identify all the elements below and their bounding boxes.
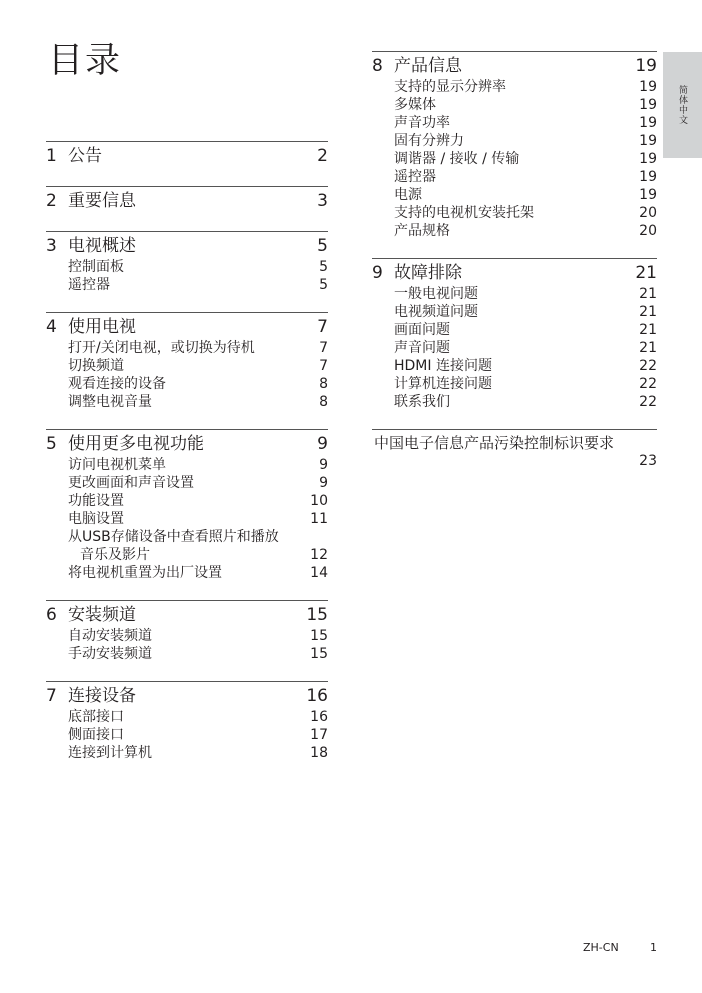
subentry-label: 控制面板 xyxy=(68,259,124,275)
subentry-page: 9 xyxy=(319,457,328,473)
toc-subentry[interactable] xyxy=(372,393,657,411)
chapter-number: 8 xyxy=(372,56,383,76)
subentry-page: 7 xyxy=(319,340,328,356)
subentry-page: 5 xyxy=(319,259,328,275)
subentry-page: 14 xyxy=(310,565,328,581)
subentry-page: 18 xyxy=(310,745,328,761)
subentry-page: 19 xyxy=(639,169,657,185)
subentry-page: 11 xyxy=(310,511,328,527)
toc-section xyxy=(46,231,328,294)
chapter-title: 故障排除 xyxy=(394,263,462,283)
subentry-page: 22 xyxy=(639,376,657,392)
language-tab xyxy=(663,52,702,158)
subentry-label: 底部接口 xyxy=(68,709,124,725)
toc-subentry[interactable] xyxy=(46,564,328,582)
toc-subentry[interactable] xyxy=(46,357,328,375)
toc-section xyxy=(46,681,328,762)
subentry-page: 22 xyxy=(639,394,657,410)
chapter-number: 1 xyxy=(46,146,57,166)
subentry-page: 16 xyxy=(310,709,328,725)
language-tab-label: 简体中文 xyxy=(677,85,687,125)
subentry-label: 电视频道问题 xyxy=(394,304,478,320)
subentry-page: 15 xyxy=(310,646,328,662)
toc-subentry[interactable] xyxy=(372,357,657,375)
chapter-page: 2 xyxy=(317,146,328,166)
toc-subentry[interactable] xyxy=(372,186,657,204)
chapter-page: 15 xyxy=(306,605,328,625)
toc-subentry[interactable] xyxy=(46,276,328,294)
chapter-page: 3 xyxy=(317,191,328,211)
toc-subentry[interactable] xyxy=(46,510,328,528)
toc-subentry[interactable] xyxy=(46,546,328,564)
toc-subentry[interactable] xyxy=(372,132,657,150)
subentry-label: 打开/关闭电视，或切换为待机 xyxy=(68,340,255,356)
toc-section xyxy=(372,258,657,411)
toc-subentry[interactable] xyxy=(372,168,657,186)
toc-chapter-entry[interactable] xyxy=(46,433,328,456)
subentry-page: 19 xyxy=(639,79,657,95)
toc-subentry[interactable] xyxy=(372,114,657,132)
chapter-title: 电视概述 xyxy=(68,236,136,256)
toc-section xyxy=(372,51,657,240)
toc-section xyxy=(46,600,328,663)
subentry-label: 将电视机重置为出厂设置 xyxy=(68,565,222,581)
chapter-number: 6 xyxy=(46,605,57,625)
subentry-page: 22 xyxy=(639,358,657,374)
toc-section xyxy=(46,429,328,582)
chapter-number: 4 xyxy=(46,317,57,337)
footer-page-number: 1 xyxy=(650,941,657,954)
toc-subentry[interactable] xyxy=(46,744,328,762)
subentry-page: 20 xyxy=(639,223,657,239)
chapter-number: 9 xyxy=(372,263,383,283)
toc-section xyxy=(46,312,328,411)
chapter-number: 5 xyxy=(46,434,57,454)
toc-section xyxy=(46,186,328,213)
toc-left-column xyxy=(46,141,328,780)
toc-right-column xyxy=(372,51,657,488)
toc-subentry[interactable] xyxy=(372,204,657,222)
subentry-page: 20 xyxy=(639,205,657,221)
subentry-page: 19 xyxy=(639,133,657,149)
toc-section xyxy=(46,141,328,168)
toc-subentry[interactable] xyxy=(46,339,328,357)
chapter-title: 使用更多电视功能 xyxy=(68,434,204,454)
toc-section-extra xyxy=(372,429,657,470)
toc-chapter-entry[interactable] xyxy=(46,685,328,708)
toc-chapter-entry[interactable] xyxy=(46,145,328,168)
toc-subentry[interactable] xyxy=(46,708,328,726)
toc-chapter-entry[interactable] xyxy=(46,235,328,258)
chapter-title: 公告 xyxy=(68,146,102,166)
chapter-number: 2 xyxy=(46,191,57,211)
chapter-page: 5 xyxy=(317,236,328,256)
chapter-page: 7 xyxy=(317,317,328,337)
subentry-page: 19 xyxy=(639,187,657,203)
toc-subentry[interactable] xyxy=(46,492,328,510)
toc-subentry[interactable] xyxy=(372,321,657,339)
chapter-title: 产品信息 xyxy=(394,56,462,76)
subentry-label: 支持的显示分辨率 xyxy=(394,79,506,95)
subentry-page: 5 xyxy=(319,277,328,293)
toc-extra-entry[interactable] xyxy=(372,434,657,452)
subentry-label: 切换频道 xyxy=(68,358,124,374)
subentry-page: 7 xyxy=(319,358,328,374)
extra-page: 23 xyxy=(639,453,657,469)
toc-chapter-entry[interactable] xyxy=(46,316,328,339)
toc-subentry[interactable] xyxy=(46,726,328,744)
toc-subentry[interactable] xyxy=(46,627,328,645)
subentry-page: 8 xyxy=(319,394,328,410)
subentry-label: 计算机连接问题 xyxy=(394,376,492,392)
toc-subentry[interactable] xyxy=(46,474,328,492)
subentry-label: 遥控器 xyxy=(394,169,436,185)
subentry-label: 自动安装频道 xyxy=(68,628,152,644)
chapter-page: 9 xyxy=(317,434,328,454)
subentry-label: 产品规格 xyxy=(394,223,450,239)
subentry-label: 电源 xyxy=(394,187,422,203)
toc-subentry[interactable] xyxy=(46,528,328,546)
subentry-label: 多媒体 xyxy=(394,97,436,113)
toc-subentry[interactable] xyxy=(46,456,328,474)
chapter-number: 3 xyxy=(46,236,57,256)
subentry-label: 音乐及影片 xyxy=(80,547,150,563)
subentry-label: 功能设置 xyxy=(68,493,124,509)
toc-subentry[interactable] xyxy=(372,285,657,303)
subentry-page: 10 xyxy=(310,493,328,509)
subentry-label: 固有分辨力 xyxy=(394,133,464,149)
toc-chapter-entry[interactable] xyxy=(46,604,328,627)
extra-title: 中国电子信息产品污染控制标识要求 xyxy=(374,434,615,452)
subentry-label: 电脑设置 xyxy=(68,511,124,527)
subentry-page: 12 xyxy=(310,547,328,563)
chapter-page: 19 xyxy=(635,56,657,76)
chapter-page: 16 xyxy=(306,686,328,706)
chapter-number: 7 xyxy=(46,686,57,706)
subentry-label: HDMI 连接问题 xyxy=(394,358,492,374)
subentry-page: 21 xyxy=(639,322,657,338)
subentry-page: 8 xyxy=(319,376,328,392)
chapter-title: 连接设备 xyxy=(68,686,136,706)
toc-subentry[interactable] xyxy=(372,78,657,96)
subentry-label: 侧面接口 xyxy=(68,727,124,743)
toc-subentry[interactable] xyxy=(46,375,328,393)
toc-chapter-entry[interactable] xyxy=(372,55,657,78)
subentry-page: 17 xyxy=(310,727,328,743)
chapter-title: 重要信息 xyxy=(68,191,136,211)
subentry-page: 19 xyxy=(639,97,657,113)
toc-subentry[interactable] xyxy=(46,258,328,276)
toc-subentry[interactable] xyxy=(46,393,328,411)
subentry-label: 声音问题 xyxy=(394,340,450,356)
subentry-label: 画面问题 xyxy=(394,322,450,338)
subentry-page: 9 xyxy=(319,475,328,491)
subentry-page: 15 xyxy=(310,628,328,644)
toc-extra-page-row xyxy=(372,452,657,470)
subentry-page: 21 xyxy=(639,340,657,356)
toc-subentry[interactable] xyxy=(372,96,657,114)
page-title: 目录 xyxy=(48,41,123,81)
footer-language: ZH-CN xyxy=(583,941,619,954)
subentry-label: 从USB存储设备中查看照片和播放 xyxy=(68,529,279,545)
subentry-label: 手动安装频道 xyxy=(68,646,152,662)
toc-subentry[interactable] xyxy=(46,645,328,663)
toc-chapter-entry[interactable] xyxy=(46,190,328,213)
subentry-label: 观看连接的设备 xyxy=(68,376,166,392)
subentry-label: 调整电视音量 xyxy=(68,394,152,410)
subentry-label: 一般电视问题 xyxy=(394,286,478,302)
subentry-label: 更改画面和声音设置 xyxy=(68,475,194,491)
subentry-label: 连接到计算机 xyxy=(68,745,152,761)
subentry-label: 支持的电视机安装托架 xyxy=(394,205,534,221)
toc-subentry[interactable] xyxy=(372,150,657,168)
subentry-label: 声音功率 xyxy=(394,115,450,131)
subentry-page: 21 xyxy=(639,286,657,302)
toc-chapter-entry[interactable] xyxy=(372,262,657,285)
subentry-page: 19 xyxy=(639,115,657,131)
toc-subentry[interactable] xyxy=(372,375,657,393)
chapter-title: 安装频道 xyxy=(68,605,136,625)
subentry-label: 调谐器 / 接收 / 传输 xyxy=(394,151,520,167)
subentry-page: 21 xyxy=(639,304,657,320)
subentry-label: 访问电视机菜单 xyxy=(68,457,166,473)
subentry-label: 联系我们 xyxy=(394,394,450,410)
subentry-page: 19 xyxy=(639,151,657,167)
chapter-page: 21 xyxy=(635,263,657,283)
toc-subentry[interactable] xyxy=(372,222,657,240)
chapter-title: 使用电视 xyxy=(68,317,136,337)
toc-subentry[interactable] xyxy=(372,339,657,357)
toc-subentry[interactable] xyxy=(372,303,657,321)
subentry-label: 遥控器 xyxy=(68,277,110,293)
